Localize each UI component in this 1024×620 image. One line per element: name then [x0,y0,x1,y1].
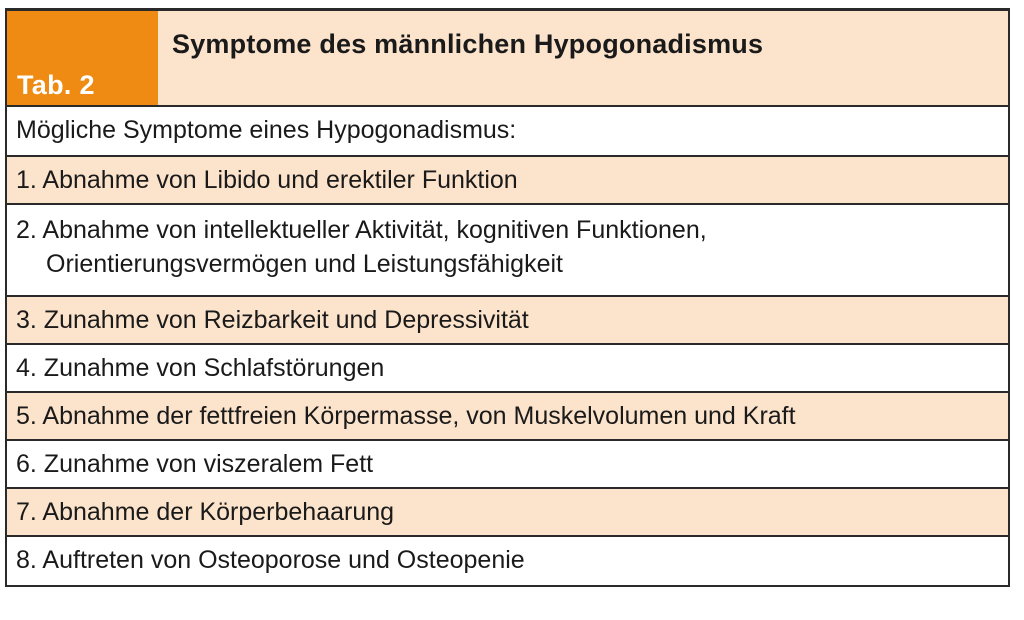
intro-row [7,107,1008,157]
table-title: Symptome des männlichen Hypogonadismus [172,29,764,59]
table-row [7,393,1008,441]
row-text: 6. Zunahme von viszeralem Fett [16,450,374,478]
table-row [7,297,1008,345]
row-text: 5. Abnahme der fettfreien Körpermasse, von Muskelvolumen und Kraft [16,402,796,430]
table-row [7,537,1008,585]
table-row [7,205,1008,297]
symptoms-table [5,8,1010,587]
row-text-line-2: Orientierungsvermögen und Leistungsfähigkeit [46,250,563,278]
row-text: 3. Zunahme von Reizbarkeit und Depressivität [16,306,529,334]
table-row [7,441,1008,489]
row-text: 7. Abnahme der Körperbehaarung [16,498,395,526]
row-text: 4. Zunahme von Schlafstörungen [16,354,385,382]
table-row [7,157,1008,205]
table-number-label: Tab. 2 [7,11,158,105]
table-row [7,345,1008,393]
intro-text: Mögliche Symptome eines Hypogonadismus: [16,116,517,144]
table-header [7,11,1008,107]
table-row [7,489,1008,537]
row-text-line-1: 2. Abnahme von intellektueller Aktivität, kognitiven Funktionen, [16,216,707,244]
row-text: 8. Auftreten von Osteoporose und Osteopenie [16,546,525,574]
row-text: 1. Abnahme von Libido und erektiler Funktion [16,166,518,194]
